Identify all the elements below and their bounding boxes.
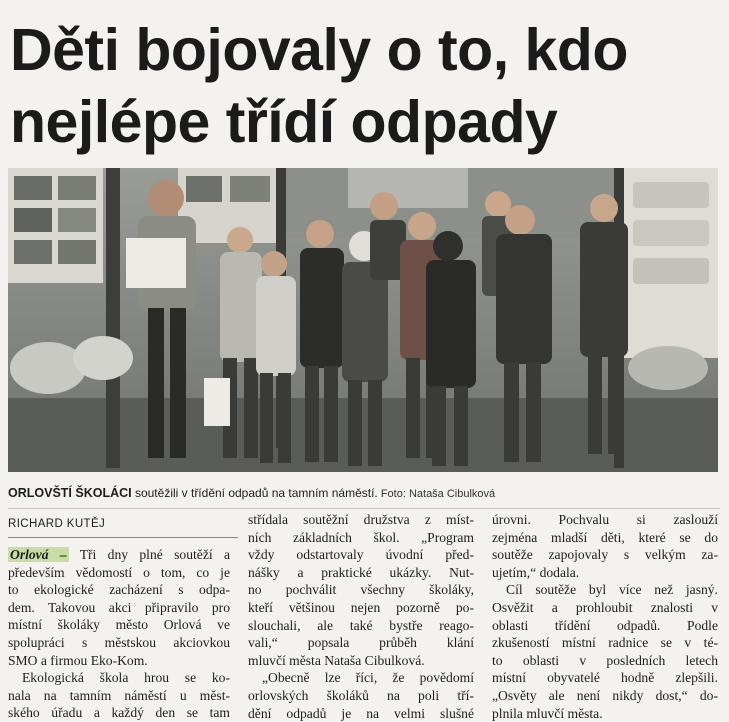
- article-headline: [10, 14, 722, 158]
- column-2-line: no pochválit všechny školáky,: [248, 582, 474, 598]
- headline-line-1: Děti bojovaly o to, kdo: [10, 17, 628, 83]
- article-photo: [8, 168, 718, 472]
- caption-lead: ORLOVŠTÍ ŠKOLÁCI: [8, 486, 132, 500]
- article-column-1: [8, 546, 230, 722]
- column-2-line: vždy odstartovaly úvodní před-: [248, 547, 474, 563]
- author-byline: RICHARD KUTĚJ: [8, 518, 106, 530]
- caption-divider: [8, 508, 720, 509]
- caption-text: soutěžili v třídění odpadů na tamním náměstí.: [131, 486, 378, 500]
- column-3-line: to oblasti v posledních letech: [492, 652, 718, 668]
- column-3-line: Osvěžit a prohloubit znalosti v: [492, 599, 718, 615]
- column-3-line: „Osvěty ale není nikdy dost,“ do-: [492, 687, 718, 703]
- column-3-line: zkušeností místní radnice se v té-: [492, 635, 718, 651]
- column-1-line: Orlová – Tři dny plné soutěží a: [10, 547, 230, 562]
- column-3-line: soutěže zapojovaly s velkým za-: [492, 547, 718, 563]
- caption-credit: Foto: Nataša Cibulková: [377, 488, 496, 500]
- column-2-line: vali,“ popsala průběh klání: [248, 635, 474, 651]
- column-2-line: „Obecně lze říci, že povědomí: [262, 670, 474, 686]
- byline-underline: [8, 537, 238, 538]
- column-2-line: mluvčí města Nataša Cibulková.: [248, 652, 425, 668]
- column-2-line: nášky a praktické ukázky. Nut-: [248, 564, 474, 580]
- column-1-line: Ekologická škola hrou se ko-: [22, 670, 230, 686]
- column-3-line: úrovni. Pochvalu si zaslouží: [492, 512, 718, 527]
- column-1-line: dem. Takovou akci připravilo pro: [8, 599, 230, 615]
- photo-children-teacher-icon: [8, 168, 718, 472]
- column-1-line: ského úřadu a každý den se tam: [8, 705, 230, 721]
- headline-line-2: nejlépe třídí odpady: [10, 89, 558, 155]
- place-name: Orlová –: [10, 547, 67, 562]
- column-3-line: oblasti třídění odpadů. Podle: [492, 617, 718, 633]
- column-3-line: zejména mladší děti, které se do: [492, 529, 718, 545]
- column-3-line: Cíl soutěže byl více než jasný.: [506, 582, 718, 598]
- column-2-line: kteří většinou nejen pozorně po-: [248, 599, 474, 615]
- column-2-line: slouchali, ale také bystře reago-: [248, 617, 474, 633]
- column-2-line: střídala soutěžní družstva z míst-: [248, 512, 474, 527]
- column-3-line: ujetím,“ dodala.: [492, 564, 580, 580]
- column-1-line: to ekologické zacházení s odpa-: [8, 582, 230, 598]
- column-1-line: nala na tamním náměstí u měst-: [8, 687, 230, 703]
- column-1-line: spolupráci s městskou akciovkou: [8, 634, 230, 650]
- article-column-3: [492, 511, 718, 722]
- column-1-line: především vědomostí o tom, co je: [8, 564, 230, 580]
- column-3-line: plnila mluvčí města.: [492, 705, 603, 721]
- photo-caption: [8, 485, 720, 502]
- column-2-line: dění odpadů je na velmi slušné: [248, 705, 474, 721]
- column-2-line: orlovských školáků na poli tří-: [248, 687, 474, 703]
- column-1-line: SMO a firmou Eko-Kom.: [8, 652, 148, 668]
- column-3-line: místní obyvatelé hodně zlepšili.: [492, 670, 718, 686]
- column-2-line: ních základních škol. „Program: [248, 529, 474, 545]
- article-column-2: [248, 511, 474, 722]
- column-1-line: místní školáky město Orlová ve: [8, 617, 230, 633]
